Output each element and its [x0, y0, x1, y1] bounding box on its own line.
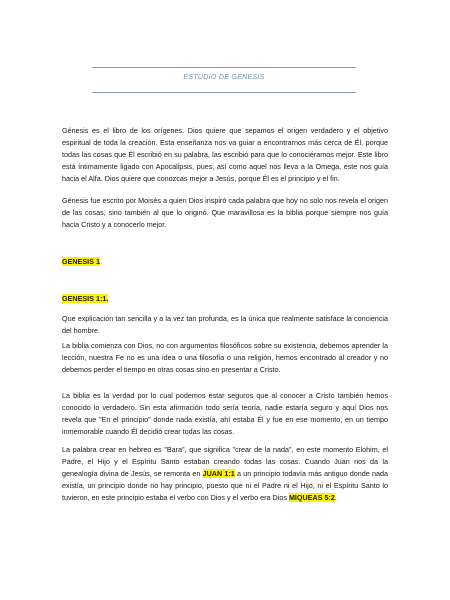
verse-paragraph-3: La biblia es la verdad por lo cual podemos estar seguros que al conocer a Cristo también hemos conocido lo verdadero. Sin esta afirmación todo sería teoría, nadie estaría seguro y aquí Dios nos revela que "En el principio" donde nada existía, ahí estaba Él y fue en ese momento, en un tiempo inmemorable cuando Él decidió crear todas las cosas.: [62, 391, 388, 436]
section-subheading: GENESIS 1:1.: [62, 294, 109, 303]
section-heading: GENESIS 1: [62, 257, 100, 266]
verse-paragraph-1: Que explicación tan sencilla y a la vez tan profunda, es la única que realmente satisface la conciencia del hombre.: [62, 314, 388, 335]
title-rule-top: [92, 67, 356, 68]
scripture-reference: JUAN 1:1: [202, 469, 235, 478]
intro-paragraph-2: Génesis fue escrito por Moisés a quien Dios inspiró cada palabra que hoy no solo nos revela el origen de las cosas, sino también al que lo originó. Que maravillosa es la biblia porque siempre nos guía hacia Cristo y a conocerlo mejor.: [62, 196, 388, 229]
scripture-reference: MIQUEAS 5:2: [288, 493, 335, 502]
verse-paragraph-2: La biblia comienza con Dios, no con argumentos filosóficos sobre su existencia, debemos aprender la lección, nuestra Fe no es una idea o una filosofía o una religión, hemos encontrado al creador y no debemos perder el tiempo en otras cosas sino en presentar a Cristo.: [62, 341, 388, 374]
title-rule-bottom: [92, 92, 356, 93]
page-title: ESTUDIO DE GENESIS: [183, 74, 265, 81]
intro-paragraph-1: Génesis es el libro de los orígenes. Dios quiere que sepamos el origen verdadero y el objetivo espiritual de toda la creación. Esta enseñanza nos va guiar a encontrarnos más cerca de Él, porque todas las cosas que Él escribió en su palabra, las escribió para que lo conociéramos mejor. Este libro está íntimamente ligado con Apocalipsis, pues, así como aquel nos lleva a la Omega, este nos guía hacia el Alfa. Dios quiere que conozcas mejor a Jesús, porque Él es el principio y el fin.: [62, 126, 388, 183]
verse-paragraph-4: La palabra crear en hebreo es "Bara", que significa "crear de la nada", en este momento Elohim, el Padre, el Hijo y el Espíritu Santo estaban creando todas las cosas. Cuando Juan nos da la genealogía divina de Jesús, se remonta en JUAN 1:1 a un principio todavía más antiguo donde nada existía, un principio donde no hay principio, puesto que ni el Padre ni el Hijo, ni el Espíritu Santo lo tuvieron, en este principio estaba el verbo con Dios y el verbo era Dios MIQUEAS 5:2.: [62, 445, 388, 502]
